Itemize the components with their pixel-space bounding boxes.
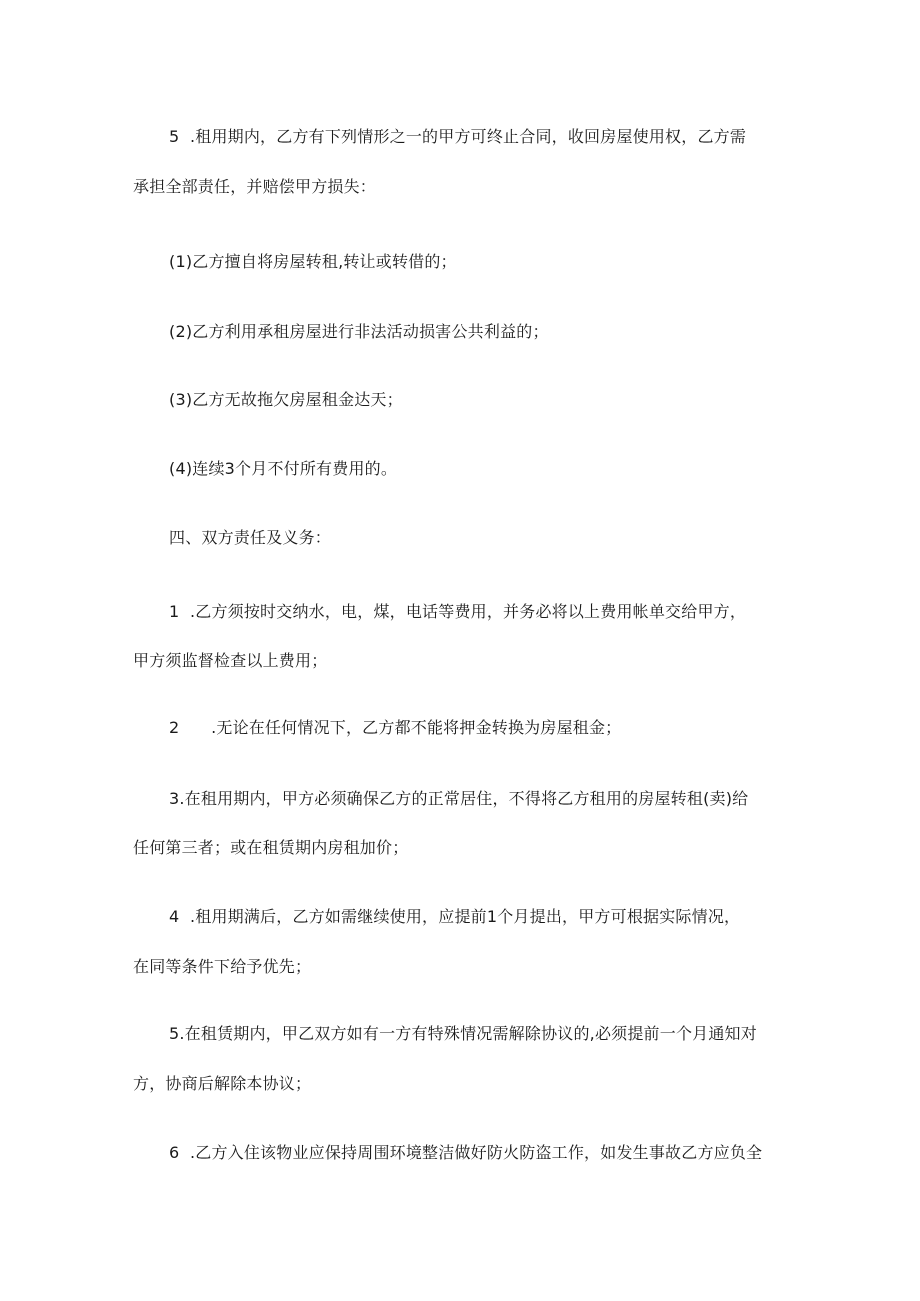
section-heading: 四、双方责任及义务： — [169, 528, 332, 547]
clause-5-line-2: 承担全部责任，并赔偿甲方损失： — [133, 177, 377, 196]
item-1: (1)乙方擅自将房屋转租,转让或转借的； — [169, 252, 457, 271]
duty-3-line-1: 3.在租用期内，甲方必须确保乙方的正常居住，不得将乙方租用的房屋转租(卖)给 — [169, 789, 749, 808]
item-2: (2)乙方利用承租房屋进行非法活动损害公共利益的； — [169, 322, 549, 341]
duty-4-line-1: 4 .租用期满后，乙方如需继续使用，应提前1个月提出，甲方可根据实际情况， — [169, 907, 741, 926]
duty-5-line-1: 5.在租赁期内，甲乙双方如有一方有特殊情况需解除协议的,必须提前一个月通知对 — [169, 1024, 757, 1043]
duty-6-line-1: 6 .乙方入住该物业应保持周围环境整洁做好防火防盗工作，如发生事故乙方应负全 — [169, 1143, 763, 1162]
duty-4-line-2: 在同等条件下给予优先； — [133, 957, 312, 976]
duty-1-line-2: 甲方须监督检查以上费用； — [133, 651, 328, 670]
item-3: (3)乙方无故拖欠房屋租金达天； — [169, 390, 403, 409]
item-4: (4)连续3个月不付所有费用的。 — [169, 459, 398, 478]
duty-5-line-2: 方，协商后解除本协议； — [133, 1074, 312, 1093]
clause-5-line-1: 5 .租用期内，乙方有下列情形之一的甲方可终止合同，收回房屋使用权，乙方需 — [169, 127, 747, 146]
duty-3-line-2: 任何第三者；或在租赁期内房租加价； — [133, 838, 409, 857]
duty-2-line-1: 2 .无论在任何情况下，乙方都不能将押金转换为房屋租金； — [169, 718, 622, 737]
duty-1-line-1: 1 .乙方须按时交纳水，电，煤，电话等费用，并务必将以上费用帐单交给甲方， — [169, 602, 747, 621]
